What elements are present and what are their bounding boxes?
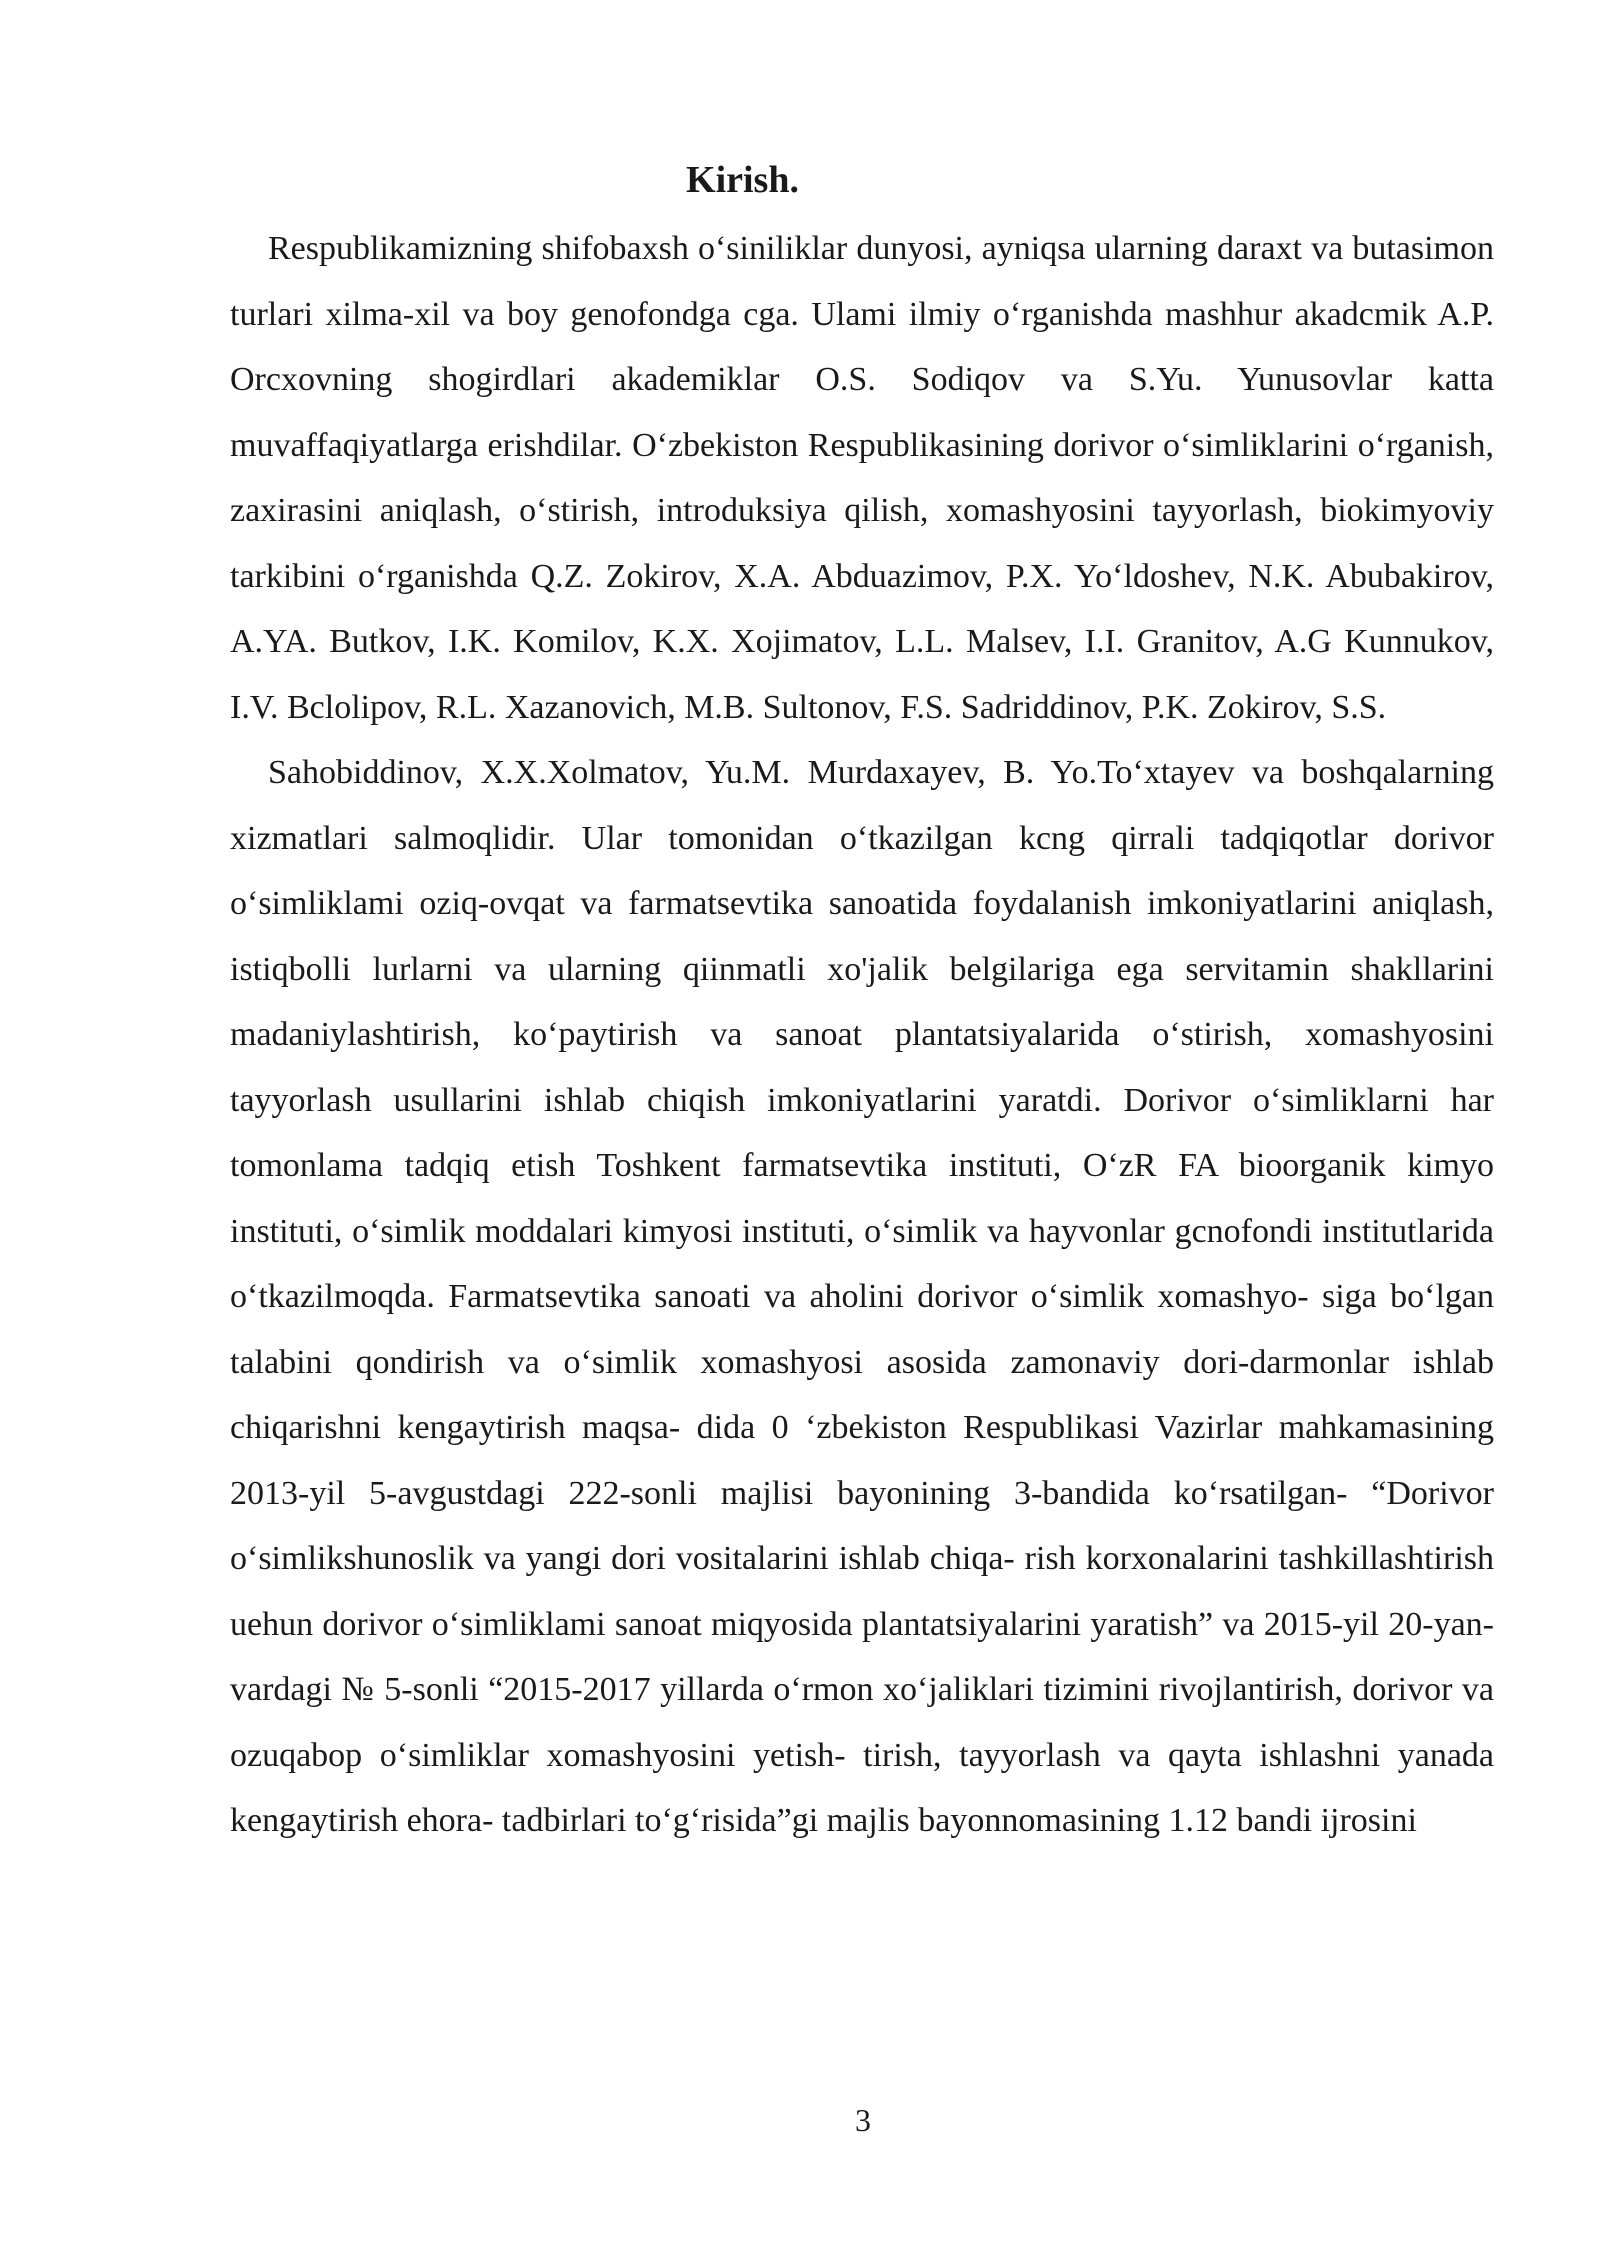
paragraph: Respublikamizning shifobaxsh o‘siniliklar dunyosi, ayniqsa ularning daraxt va butasimon turlari xilma-xil va boy genofondga cga. Ulami ilmiy o‘rganishda mashhur akadcmik A.P. Orcxovning shogirdlari akademiklar O.S. Sodiqov va S.Yu. Yunusovlar katta muvaffaqiyatlarga erishdilar. O‘zbekiston Respublikasining dorivor o‘simliklarini o‘rganish, zaxirasini aniqlash, o‘stirish, introduksiya qilish, xomashyosini tayyorlash, biokimyoviy tarkibini o‘rganishda Q.Z. Zokirov, X.A. Abduazimov, P.X. Yo‘ldoshev, N.K. Abubakirov, A.YA. Butkov, I.K. Komilov, K.X. Xojimatov, L.L. Malsev, I.I. Granitov, A.G Kunnukov, I.V. Bclolipov, R.L. Xazanovich, M.B. Sultonov, F.S. Sadriddinov, P.K. Zokirov, S.S. (230, 230, 1494, 726)
page-number: 3 (855, 2102, 871, 2138)
page-title: Kirish. (686, 159, 799, 201)
body-text (230, 216, 1494, 1854)
paragraph: Sahobiddinov, X.X.Xolmatov, Yu.M. Murdaxayev, B. Yo.To‘xtayev va boshqalarning xizmatlari salmoqlidir. Ular tomonidan o‘tkazilgan kcng qirrali tadqiqotlar dorivor o‘simliklami oziq-ovqat va farmatsevtika sanoatida foydalanish imkoniyatlarini aniqlash, istiqbolli lurlarni va ularning qiinmatli xo'jalik belgilariga ega servitamin shakllarini madaniylashtirish, ko‘paytirish va sanoat plantatsiyalarida o‘stirish, xomashyosini tayyorlash usullarini ishlab chiqish imkoniyatlarini yaratdi. Dorivor o‘simliklarni har tomonlama tadqiq etish Toshkent farmatsevtika instituti, O‘zR FA bioorganik kimyo instituti, o‘simlik moddalari kimyosi instituti, o‘simlik va hayvonlar gcnofondi institutlarida o‘tkazilmoqda. Farmatsevtika sanoati va aholini dorivor o‘simlik xomashyo- siga bo‘lgan talabini qondirish va o‘simlik xomashyosi asosida zamonaviy dori-darmonlar ishlab chiqarishni kengaytirish maqsa- dida 0 ‘zbekiston Respublikasi Vazirlar mahkamasining 2013-yil 5-avgustdagi 222-sonli majlisi bayonining 3-bandida ko‘rsatilgan- “Dorivor o‘simlikshunoslik va yangi dori vositalarini ishlab chiqa- rish korxonalarini tashkillashtirish uehun dorivor o‘simliklami sanoat miqyosida plantatsiyalarini yaratish” va 2015-yil 20-yan- vardagi № 5-sonli “2015-2017 yillarda o‘rmon xo‘jaliklari tizimini rivojlantirish, dorivor va ozuqabop o‘simliklar xomashyosini yetish- tirish, tayyorlash va qayta ishlashni yanada kengaytirish ehora- tadbirlari to‘g‘risida”gi majlis bayonnomasining 1.12 bandi ijrosini (230, 754, 1494, 1839)
